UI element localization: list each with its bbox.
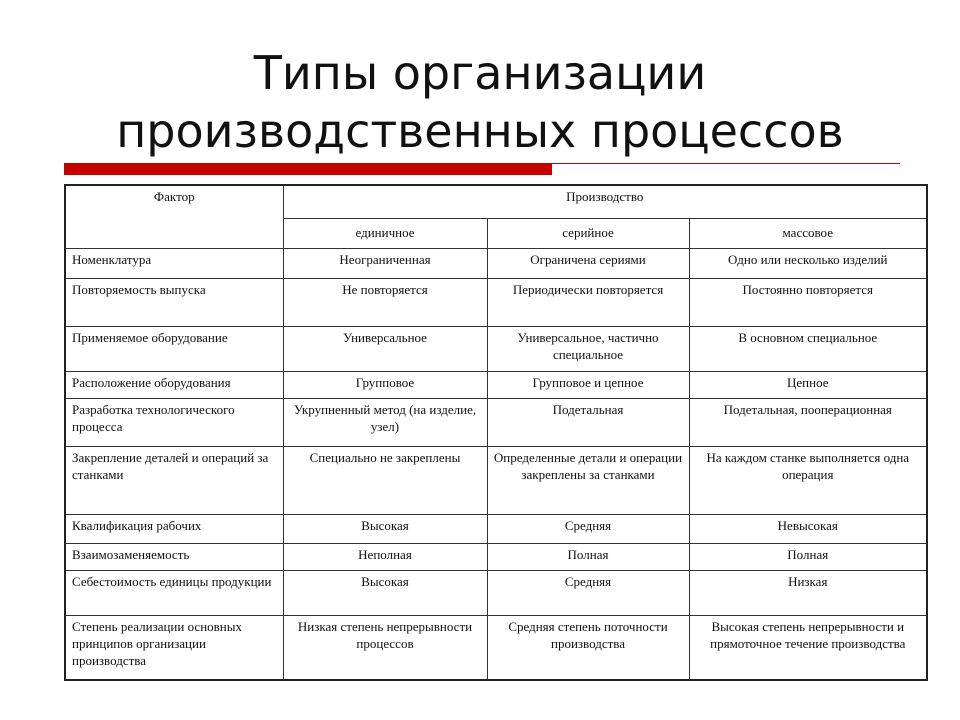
cell-single: Универсальное [283, 326, 487, 371]
cell-single: Неограниченная [283, 248, 487, 278]
cell-mass: Постоянно повторяется [689, 278, 927, 326]
cell-serial: Средняя [487, 514, 689, 543]
cell-serial: Средняя степень поточности производства [487, 615, 689, 680]
cell-single: Укрупненный метод (на изделие, узел) [283, 398, 487, 446]
cell-single: Не повторяется [283, 278, 487, 326]
slide-title-line-1: Типы организации [253, 46, 707, 100]
table-row [65, 570, 927, 615]
cell-mass: Цепное [689, 371, 927, 398]
cell-serial: Периодически повторяется [487, 278, 689, 326]
slide-title [60, 44, 900, 160]
cell-mass: Подетальная, пооперационная [689, 398, 927, 446]
factor-cell: Расположение оборудования [65, 371, 283, 398]
title-accent-bar [64, 163, 552, 175]
factor-cell: Повторяемость выпуска [65, 278, 283, 326]
subheader-mass: массовое [689, 218, 927, 248]
table-row [65, 398, 927, 446]
cell-serial: Ограничена сериями [487, 248, 689, 278]
subheader-serial: серийное [487, 218, 689, 248]
cell-mass: На каждом станке выполняется одна операция [689, 446, 927, 514]
table-row [65, 248, 927, 278]
factor-cell: Разработка технологического процесса [65, 398, 283, 446]
cell-serial: Универсальное, частично специальное [487, 326, 689, 371]
cell-single: Неполная [283, 543, 487, 570]
table-row [65, 371, 927, 398]
table-row [65, 543, 927, 570]
slide-title-line-2: производственных процессов [116, 104, 844, 158]
title-accent-line [552, 163, 900, 164]
cell-serial: Подетальная [487, 398, 689, 446]
cell-serial: Групповое и цепное [487, 371, 689, 398]
cell-single: Высокая [283, 514, 487, 543]
cell-mass: В основном специальное [689, 326, 927, 371]
production-header: Производство [283, 185, 927, 218]
table-row [65, 278, 927, 326]
cell-single: Высокая [283, 570, 487, 615]
table-row [65, 446, 927, 514]
cell-single: Низкая степень непрерывности процессов [283, 615, 487, 680]
cell-mass: Полная [689, 543, 927, 570]
factor-cell: Закрепление деталей и операций за станками [65, 446, 283, 514]
table-row [65, 326, 927, 371]
cell-single: Групповое [283, 371, 487, 398]
factor-cell: Номенклатура [65, 248, 283, 278]
cell-serial: Полная [487, 543, 689, 570]
table-row [65, 514, 927, 543]
table-row [65, 615, 927, 680]
cell-serial: Средняя [487, 570, 689, 615]
cell-mass: Одно или несколько изделий [689, 248, 927, 278]
cell-mass: Высокая степень непрерывности и прямоточное течение производства [689, 615, 927, 680]
factor-cell: Применяемое оборудование [65, 326, 283, 371]
factor-cell: Степень реализации основных принципов организации производства [65, 615, 283, 680]
factor-header: Фактор [65, 185, 283, 248]
subheader-single: единичное [283, 218, 487, 248]
cell-mass: Невысокая [689, 514, 927, 543]
production-types-table [64, 184, 928, 681]
cell-serial: Определенные детали и операции закреплены за станками [487, 446, 689, 514]
factor-cell: Себестоимость единицы продукции [65, 570, 283, 615]
cell-single: Специально не закреплены [283, 446, 487, 514]
cell-mass: Низкая [689, 570, 927, 615]
factor-cell: Взаимозаменяемость [65, 543, 283, 570]
table-header-row [65, 185, 927, 218]
factor-cell: Квалификация рабочих [65, 514, 283, 543]
